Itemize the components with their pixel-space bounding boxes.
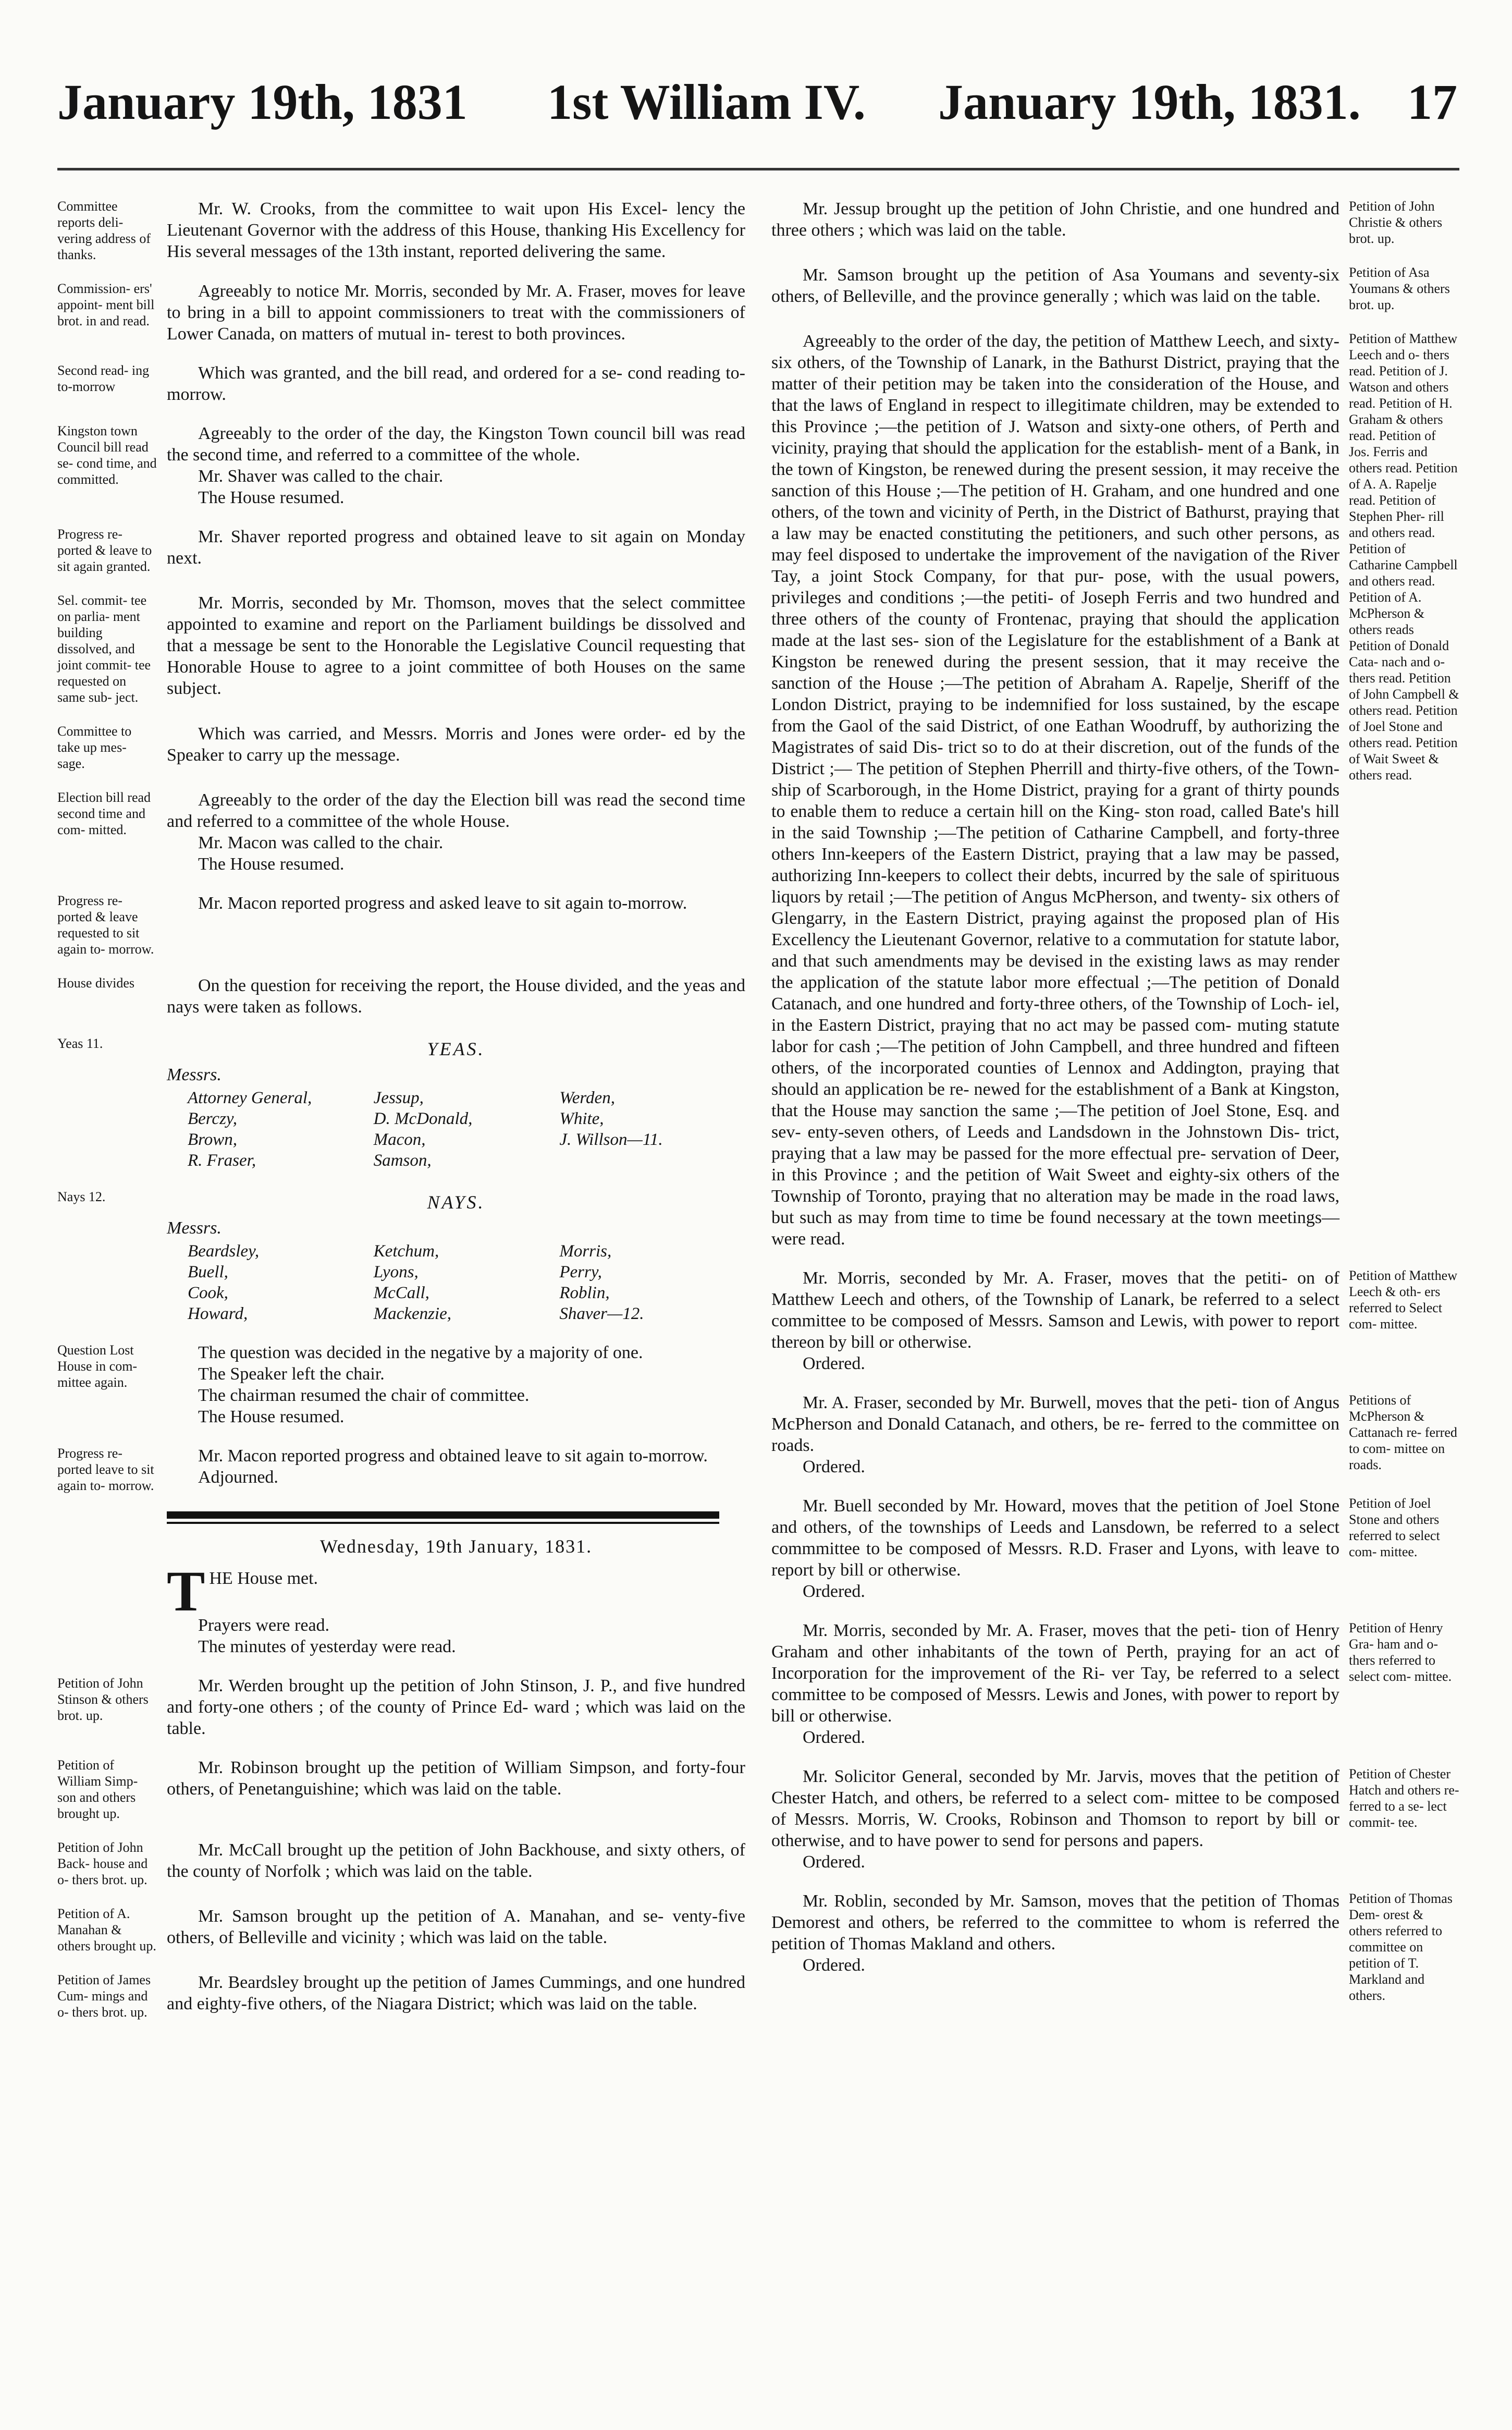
margin-note: Progress re- ported & leave to sit again granted. xyxy=(57,527,152,574)
margin-note: Petition of Matthew Leech & oth- ers referred to Select com- mittee. xyxy=(1349,1268,1457,1332)
margin-note: Commission- ers' appoint- ment bill brot. in and read. xyxy=(57,281,155,328)
entry-text: Mr. Buell seconded by Mr. Howard, moves that the petition of Joel Stone and others, of the townships of Leeds and Lansdown, be referred to a select commmittee to be composed of Messrs. R.D. Fraser and Lyons, with leave to report by bill or otherwise. xyxy=(771,1496,1339,1580)
member-name: Cook, xyxy=(188,1284,228,1302)
entry-text: Mr. W. Crooks, from the committee to wait upon His Excel- lency the Lieutenant Governor with the address of this House, thanking His Excellency for His several messages of the 13th instant, reported delivering the same. xyxy=(167,199,745,261)
entry-body xyxy=(771,1766,1339,1873)
entry-text: Which was granted, and the bill read, and ordered for a se- cond reading to-morrow. xyxy=(167,363,745,404)
page-header xyxy=(57,73,1459,146)
journal-entry xyxy=(57,280,745,345)
entry-body xyxy=(167,1342,745,1427)
margin-note: Petition of Matthew Leech and o- thers read. Petition of J. Watson and others read. Petition of H. Graham & others read. Petition of Jos. Ferris and others read. Petition of A. A. Rapelje read. Petition of Stephen Pher- rill and others read. Petition of Catharine Campbell and others read. Petition of A. McPherson & others reads Petition of Donald Cata- nach and o- thers read. Petition of John Campbell & others read. Petition of Joel Stone and others read. Petition of Wait Sweet & others read. xyxy=(1349,331,1459,783)
member-name: Buell, xyxy=(188,1263,228,1281)
entry-line: Ordered. xyxy=(803,1354,865,1373)
after-votes xyxy=(57,1342,745,1494)
header-reign: 1st William IV. xyxy=(547,74,866,130)
wednesday-lines xyxy=(167,1615,745,1657)
margin-note: Petition of Asa Youmans & others brot. up. xyxy=(1349,265,1450,312)
member-name: Jessup, xyxy=(373,1089,424,1107)
entry-body xyxy=(167,789,745,875)
margin-note: Progress re- ported & leave requested to sit again to- morrow. xyxy=(57,893,154,957)
entry-body xyxy=(167,1839,745,1888)
journal-entry xyxy=(771,1766,1459,1873)
yeas-heading: YEAS. xyxy=(427,1039,485,1059)
left-petitions xyxy=(57,1675,745,2020)
journal-entry xyxy=(57,723,745,772)
wednesday-dateline: Wednesday, 19th January, 1831. xyxy=(319,1536,593,1557)
margin-note: Petition of John Christie & others brot. up. xyxy=(1349,199,1443,246)
member-name: Shaver—12. xyxy=(559,1304,644,1323)
entry-line: Ordered. xyxy=(803,1457,865,1476)
member-name: J. Willson—11. xyxy=(559,1130,663,1149)
entry-text: The question was decided in the negative by a majority of one. xyxy=(198,1343,643,1362)
nays-messrs: Messrs. xyxy=(167,1218,222,1238)
journal-entry xyxy=(771,1392,1459,1477)
entry-body xyxy=(167,280,745,345)
member-name: D. McDonald, xyxy=(373,1109,473,1128)
entry-body xyxy=(167,362,745,405)
entry-text: Mr. Morris, seconded by Mr. A. Fraser, moves that the petiti- on of Matthew Leech and others, of the Township of Lanark, be referred to a select committee to be composed of Messrs. Samson and Lewis, with power to report thereon by bill or otherwise. xyxy=(771,1268,1339,1352)
entry-text: Mr. Roblin, seconded by Mr. Samson, moves that the petition of Thomas Demorest and others, be referred to the committee to whom is referred the petition of Thomas Makland and others. xyxy=(771,1891,1339,1953)
question-lost xyxy=(57,1342,745,1427)
journal-entry xyxy=(57,975,745,1018)
entry-text: Agreeably to the order of the day, the Kingston Town council bill was read the second time, and referred to a committee of the whole. xyxy=(167,424,745,465)
member-name: Beardsley, xyxy=(188,1242,260,1261)
member-name: Mackenzie, xyxy=(373,1304,451,1323)
margin-note: Petition of Thomas Dem- orest & others referred to committee on petition of T. Markland and others. xyxy=(1349,1891,1453,2003)
entry-text: Mr. Beardsley brought up the petition of James Cummings, and one hundred and eighty-five others, of the Niagara District; which was laid on the table. xyxy=(167,1973,745,2013)
margin-note: Progress re- ported leave to sit again to- morrow. xyxy=(57,1446,154,1493)
member-name: Werden, xyxy=(559,1089,615,1107)
entry-line: Mr. Shaver was called to the chair. xyxy=(198,467,444,486)
member-name: Attorney General, xyxy=(188,1089,312,1107)
journal-entry xyxy=(57,198,745,263)
entry-line: Adjourned. xyxy=(198,1468,278,1487)
progress-reported xyxy=(57,1445,745,1494)
margin-note: Kingston town Council bill read se- cond time, and committed. xyxy=(57,423,157,487)
member-name: R. Fraser, xyxy=(188,1151,256,1170)
entry-body xyxy=(167,1906,745,1954)
entry-line: The House resumed. xyxy=(198,1407,345,1426)
entry-text: Agreeably to the order of the day, the petition of Matthew Leech, and sixty-six others, of the Township of Lanark, in the Bathurst District, praying that the matter of their petition may be taken into the consideration of the House, and that the laws of England in respect to illegitimate children, may be extended to this Province ;—the petition of J. Watson and sixty-one others, of Perth and vicinity, praying that should the application for the establish- ment of a Bank, in the town of Kingston, be renewed during the present session, it may receive the sanction of this House ;—The petition of H. Graham, and one hundred and one others, of the town and vicinity of Perth, in the District of Bathurst, praying that a law may be enacted constituting the petitioners, and such other persons, as may feel disposed to undertake the improvement of the navigation of the River Tay, a joint Stock Company, for that pur- pose, with the usual powers, privileges and conditions ;—the petiti- of Joseph Ferris and two hundred and three others of the county of Frontenac, praying that should the application made at the last ses- sion of the Legislature for the establishment of a Bank at Kingston be renewed during the present session, that it may receive the sanction of the House ;—The petition of Abraham A. Rapelje, Sheriff of the London District, praying to be indemnified for loss sustained, by the escape from the Gaol of the said District, of one Eathan Woodruff, by authorizing the Magistrates of said Dis- trict so to do at their discretion, out of the funds of the District ;— The petition of Stephen Pherrill and thirty-five others, of the Town- ship of Scarborough, in the Home District, praying for a grant of thirty pounds to enable them to reduce a certain hill on the King- ston road, called Bate's hill in the said Township ;—The petition of Catharine Campbell, and forty-three others Inn-keepers of the Eastern District, praying that a law may be passed, authorizing Inn-keepers to collect their debts, incurred by the sale of spirituous liquors by retail ;—The petition of Angus McPherson, and twenty- six others of Glengarry, in the Eastern District, praying against the proposed plan of His Excellency the Lieutenant Governor, relative to a commutation for statute labor, and that such amendments may be devised in the existing laws as may render the application of the statute labor more effectual ;—The petition of Donald Catanach, and one hundred and forty-three others, of the Township of Loch- iel, in the Eastern District, praying that no act may be passed com- muting statute labor for cash ;—The petition of John Campbell, and three hundred and fifteen others, of the incorporated counties of Lennox and Addington, praying that should an application be re- newed for the establishment of a Bank at Kingston, that the House may sanction the same ;—The petition of Joel Stone, Esq. and sev- enty-seven others, of Leeds and Landsdown in the Johnstown Dis- trict, praying that a law may be passed for the more effectual pre- servation of Deer, in this Province ; and the petition of Wait Sweet and eighty-six others of the Township of Toronto, praying that no alteration may be made in the road laws, but such as may from time to time be found necessary at the town meetings—were read. xyxy=(771,332,1339,1249)
yeas-names xyxy=(167,1088,745,1171)
member-name: Howard, xyxy=(188,1304,248,1323)
petition-entry xyxy=(57,1675,745,1739)
margin-note: Committee reports deli- vering address of thanks. xyxy=(57,199,151,262)
entry-text: Mr. Robinson brought up the petition of William Simpson, and forty-four others, of Penetanguishine; which was laid on the table. xyxy=(167,1758,745,1799)
entry-text: Which was carried, and Messrs. Morris and Jones were order- ed by the Speaker to carry up the message. xyxy=(167,724,745,765)
entry-text: Mr. Morris, seconded by Mr. A. Fraser, moves that the peti- tion of Henry Graham and other inhabitants of the town of Perth, praying for an act of Incorporation for the improvement of the Ri- ver Tay, be referred to a select committee to be composed of Messrs. Lewis and Jones, with power to report by bill or otherwise. xyxy=(771,1621,1339,1726)
journal-entry xyxy=(771,1890,1459,2004)
journal-entry xyxy=(771,331,1459,1250)
entry-body xyxy=(167,1445,745,1494)
yeas-content xyxy=(167,1035,745,1171)
entry-body xyxy=(771,198,1339,247)
journal-entry xyxy=(771,1495,1459,1602)
entry-text: Mr. Shaver reported progress and obtained leave to sit again on Monday next. xyxy=(167,527,745,568)
section-rule xyxy=(167,1511,719,1524)
member-name: Morris, xyxy=(559,1242,612,1261)
member-name: Roblin, xyxy=(559,1284,610,1302)
entry-body xyxy=(771,1620,1339,1748)
entry-text: On the question for receiving the report, the House divided, and the yeas and nays were taken as follows. xyxy=(167,976,745,1017)
entry-body xyxy=(167,198,745,263)
journal-entry xyxy=(771,1267,1459,1374)
entry-body xyxy=(771,1267,1339,1374)
left-column xyxy=(57,198,745,2038)
entry-line: Ordered. xyxy=(803,1582,865,1601)
entry-text: Mr. Solicitor General, seconded by Mr. Jarvis, moves that the petition of Chester Hatch, and others, be referred to a select com- mittee to be composed of Messrs. Morris, W. Crooks, Robinson and Thomson to report by bill or otherwise, and to have power to send for persons and papers. xyxy=(771,1767,1339,1850)
right-sections xyxy=(771,198,1459,2004)
entry-body xyxy=(167,893,745,957)
journal-entry xyxy=(57,592,745,705)
margin-note: Question Lost House in com- mittee again. xyxy=(57,1342,138,1390)
entry-body xyxy=(167,592,745,705)
entry-line: Ordered. xyxy=(803,1852,865,1872)
entry-text: Mr. Macon reported progress and obtained leave to sit again to-morrow. xyxy=(198,1446,708,1466)
entry-text: Mr. Werden brought up the petition of John Stinson, J. P., and five hundred and forty-one others ; of the county of Prince Ed- ward ; which was laid on the table. xyxy=(167,1676,745,1738)
member-name: White, xyxy=(559,1109,604,1128)
journal-entry xyxy=(57,893,745,957)
margin-note: Election bill read second time and com- mitted. xyxy=(57,790,151,837)
header-date-right: January 19th, 1831. xyxy=(938,74,1361,130)
entry-line: The Speaker left the chair. xyxy=(198,1364,385,1384)
entry-body xyxy=(167,975,745,1018)
margin-note: House divides xyxy=(57,975,135,991)
entry-body xyxy=(771,331,1339,1250)
entry-body xyxy=(771,1392,1339,1477)
entry-line: Ordered. xyxy=(803,1728,865,1747)
drop-cap: T xyxy=(167,1559,205,1623)
journal-entry xyxy=(771,264,1459,313)
member-name: Perry, xyxy=(559,1263,602,1281)
right-column xyxy=(771,198,1459,2021)
entry-body xyxy=(167,723,745,772)
entry-text: Mr. Samson brought up the petition of A. Manahan, and se- venty-five others, of Belleville and vicinity ; which was laid on the table. xyxy=(167,1907,745,1947)
margin-note: Petition of A. Manahan & others brought up. xyxy=(57,1906,156,1953)
nays-names xyxy=(167,1241,745,1324)
margin-note: Petition of John Stinson & others brot. up. xyxy=(57,1676,149,1723)
header-date-left: January 19th, 1831 xyxy=(57,74,468,130)
margin-note: Petition of John Back- house and o- thers brot. up. xyxy=(57,1840,148,1887)
entry-body xyxy=(167,1675,745,1739)
journal-entry xyxy=(57,526,745,575)
entry-body xyxy=(167,423,745,508)
entry-body xyxy=(167,1757,745,1822)
entry-text: Mr. McCall brought up the petition of John Backhouse, and sixty others, of the county of Norfolk ; which was laid on the table. xyxy=(167,1840,745,1881)
member-name: Lyons, xyxy=(373,1263,419,1281)
entry-text: Mr. Macon reported progress and asked leave to sit again to-morrow. xyxy=(198,894,687,913)
journal-entry xyxy=(57,362,745,405)
member-name: Macon, xyxy=(373,1130,426,1149)
nays-heading: NAYS. xyxy=(427,1192,485,1213)
entry-body xyxy=(167,526,745,575)
house-met xyxy=(57,1559,745,1657)
member-name: Berczy, xyxy=(188,1109,237,1128)
member-name: Ketchum, xyxy=(373,1242,439,1261)
entry-body xyxy=(167,1972,745,2020)
entry-text: Mr. A. Fraser, seconded by Mr. Burwell, moves that the peti- tion of Angus McPherson and Donald Catanach, and others, be re- ferred to the committee on roads. xyxy=(771,1393,1339,1455)
margin-note: Second read- ing to-morrow xyxy=(57,363,150,394)
entry-body xyxy=(771,264,1339,313)
petition-entry xyxy=(57,1972,745,2020)
margin-note: Petition of Henry Gra- ham and o- thers referred to select com- mittee. xyxy=(1349,1620,1452,1684)
house-met-text: HE House met. xyxy=(209,1569,318,1588)
entry-text: Agreeably to the order of the day the Election bill was read the second time and referred to a committee of the whole House. xyxy=(167,790,745,831)
entry-line: The chairman resumed the chair of committee. xyxy=(198,1386,530,1405)
margin-note: Sel. commit- tee on parlia- ment building dissolved, and joint commit- tee requested on same sub- ject. xyxy=(57,593,151,705)
yeas-messrs: Messrs. xyxy=(167,1065,222,1084)
entry-line: Prayers were read. xyxy=(198,1616,330,1635)
margin-note: Petition of James Cum- mings and o- thers brot. up. xyxy=(57,1972,151,2020)
entry-text: Mr. Morris, seconded by Mr. Thomson, moves that the select committee appointed to examine and report on the Parliament buildings be dissolved and that a message be sent to the Honorable the Legislative Council requesting that Honorable House to agree to a joint committee of both Houses on the same subject. xyxy=(167,593,745,698)
yeas-margin: Yeas 11. xyxy=(57,1036,103,1051)
member-name: McCall, xyxy=(373,1284,429,1302)
member-name: Samson, xyxy=(373,1151,432,1170)
journal-entry xyxy=(771,198,1459,247)
petition-entry xyxy=(57,1839,745,1888)
journal-entry xyxy=(771,1620,1459,1748)
entry-line: The minutes of yesterday were read. xyxy=(198,1637,456,1656)
yeas-block xyxy=(57,1035,745,1171)
left-sections xyxy=(57,198,745,1018)
entry-line: Ordered. xyxy=(803,1956,865,1975)
petition-entry xyxy=(57,1906,745,1954)
header-page-number: 17 xyxy=(1407,74,1457,130)
entry-body xyxy=(771,1495,1339,1602)
entry-text: Agreeably to notice Mr. Morris, seconded by Mr. A. Fraser, moves for leave to bring in a bill to appoint commissioners to treat with the commissioners of Lower Canada, on matters of mutual in- terest to both provinces. xyxy=(167,282,745,344)
margin-note: Petition of William Simp- son and others brought up. xyxy=(57,1757,138,1821)
margin-note: Committee to take up mes- sage. xyxy=(57,724,132,771)
nays-margin: Nays 12. xyxy=(57,1189,106,1204)
margin-note: Petitions of McPherson & Cattanach re- ferred to com- mittee on roads. xyxy=(1349,1393,1457,1472)
member-name: Brown, xyxy=(188,1130,238,1149)
margin-note: Petition of Joel Stone and others referred to select com- mittee. xyxy=(1349,1496,1440,1559)
entry-text: Mr. Jessup brought up the petition of John Christie, and one hundred and three others ; which was laid on the table. xyxy=(771,199,1339,240)
member-name xyxy=(559,1150,745,1171)
entry-line: The House resumed. xyxy=(198,854,345,874)
nays-content xyxy=(167,1189,745,1324)
entry-line: Mr. Macon was called to the chair. xyxy=(198,833,444,852)
journal-entry xyxy=(57,423,745,508)
margin-note: Petition of Chester Hatch and others re- ferred to a se- lect commit- tee. xyxy=(1349,1766,1459,1830)
petition-entry xyxy=(57,1757,745,1822)
journal-entry xyxy=(57,789,745,875)
entry-text: Mr. Samson brought up the petition of Asa Youmans and seventy-six others, of Belleville, and the province generally ; which was laid on the table. xyxy=(771,265,1339,306)
header-rule xyxy=(57,168,1459,170)
entry-body xyxy=(771,1890,1339,2004)
entry-line: The House resumed. xyxy=(198,488,345,507)
nays-block xyxy=(57,1189,745,1324)
